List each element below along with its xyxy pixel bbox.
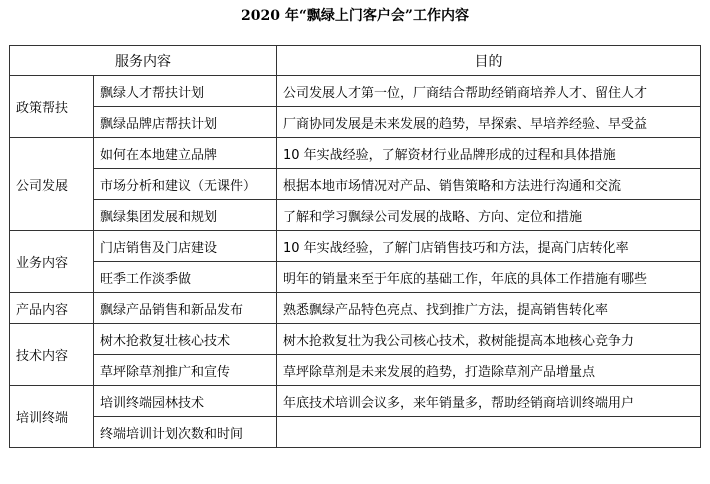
table-row xyxy=(10,200,701,231)
table-row xyxy=(10,262,701,293)
table-row xyxy=(10,355,701,386)
category-cell: 公司发展 xyxy=(10,138,94,231)
item-cell: 草坪除草剂推广和宣传 xyxy=(94,355,277,386)
purpose-cell: 年底技术培训会议多，来年销量多，帮助经销商培训终端用户 xyxy=(277,386,701,417)
category-cell: 业务内容 xyxy=(10,231,94,293)
header-service: 服务内容 xyxy=(10,46,277,76)
item-cell: 飘绿品牌店帮扶计划 xyxy=(94,107,277,138)
page-title: 2020 年“飘绿上门客户会”工作内容 xyxy=(241,8,469,24)
category-cell: 政策帮扶 xyxy=(10,76,94,138)
table-row xyxy=(10,138,701,169)
work-content-table xyxy=(9,45,701,448)
item-cell: 树木抢救复壮核心技术 xyxy=(94,324,277,355)
table-row xyxy=(10,231,701,262)
table-row xyxy=(10,417,701,448)
purpose-cell: 了解和学习飘绿公司发展的战略、方向、定位和措施 xyxy=(277,200,701,231)
category-cell: 产品内容 xyxy=(10,293,94,324)
category-cell: 技术内容 xyxy=(10,324,94,386)
purpose-cell: 厂商协同发展是未来发展的趋势，早探索、早培养经验、早受益 xyxy=(277,107,701,138)
item-cell: 终端培训计划次数和时间 xyxy=(94,417,277,448)
table-row xyxy=(10,324,701,355)
item-cell: 飘绿产品销售和新品发布 xyxy=(94,293,277,324)
item-cell: 市场分析和建议（无课件） xyxy=(94,169,277,200)
purpose-cell: 10 年实战经验，了解门店销售技巧和方法，提高门店转化率 xyxy=(277,231,701,262)
item-cell: 飘绿人才帮扶计划 xyxy=(94,76,277,107)
purpose-cell: 根据本地市场情况对产品、销售策略和方法进行沟通和交流 xyxy=(277,169,701,200)
item-cell: 飘绿集团发展和规划 xyxy=(94,200,277,231)
purpose-cell: 公司发展人才第一位，厂商结合帮助经销商培养人才、留住人才 xyxy=(277,76,701,107)
table-row xyxy=(10,107,701,138)
purpose-cell: 10 年实战经验，了解资材行业品牌形成的过程和具体措施 xyxy=(277,138,701,169)
purpose-cell: 熟悉飘绿产品特色亮点、找到推广方法，提高销售转化率 xyxy=(277,293,701,324)
category-cell: 培训终端 xyxy=(10,386,94,448)
table-header-row xyxy=(10,46,701,76)
purpose-cell xyxy=(277,417,701,448)
purpose-cell: 明年的销量来至于年底的基础工作，年底的具体工作措施有哪些 xyxy=(277,262,701,293)
purpose-cell: 树木抢救复壮为我公司核心技术，救树能提高本地核心竞争力 xyxy=(277,324,701,355)
item-cell: 门店销售及门店建设 xyxy=(94,231,277,262)
item-cell: 旺季工作淡季做 xyxy=(94,262,277,293)
purpose-cell: 草坪除草剂是未来发展的趋势，打造除草剂产品增量点 xyxy=(277,355,701,386)
table-row xyxy=(10,169,701,200)
table-row xyxy=(10,293,701,324)
table-row xyxy=(10,76,701,107)
table-row xyxy=(10,386,701,417)
header-purpose: 目的 xyxy=(277,46,701,76)
item-cell: 培训终端园林技术 xyxy=(94,386,277,417)
item-cell: 如何在本地建立品牌 xyxy=(94,138,277,169)
